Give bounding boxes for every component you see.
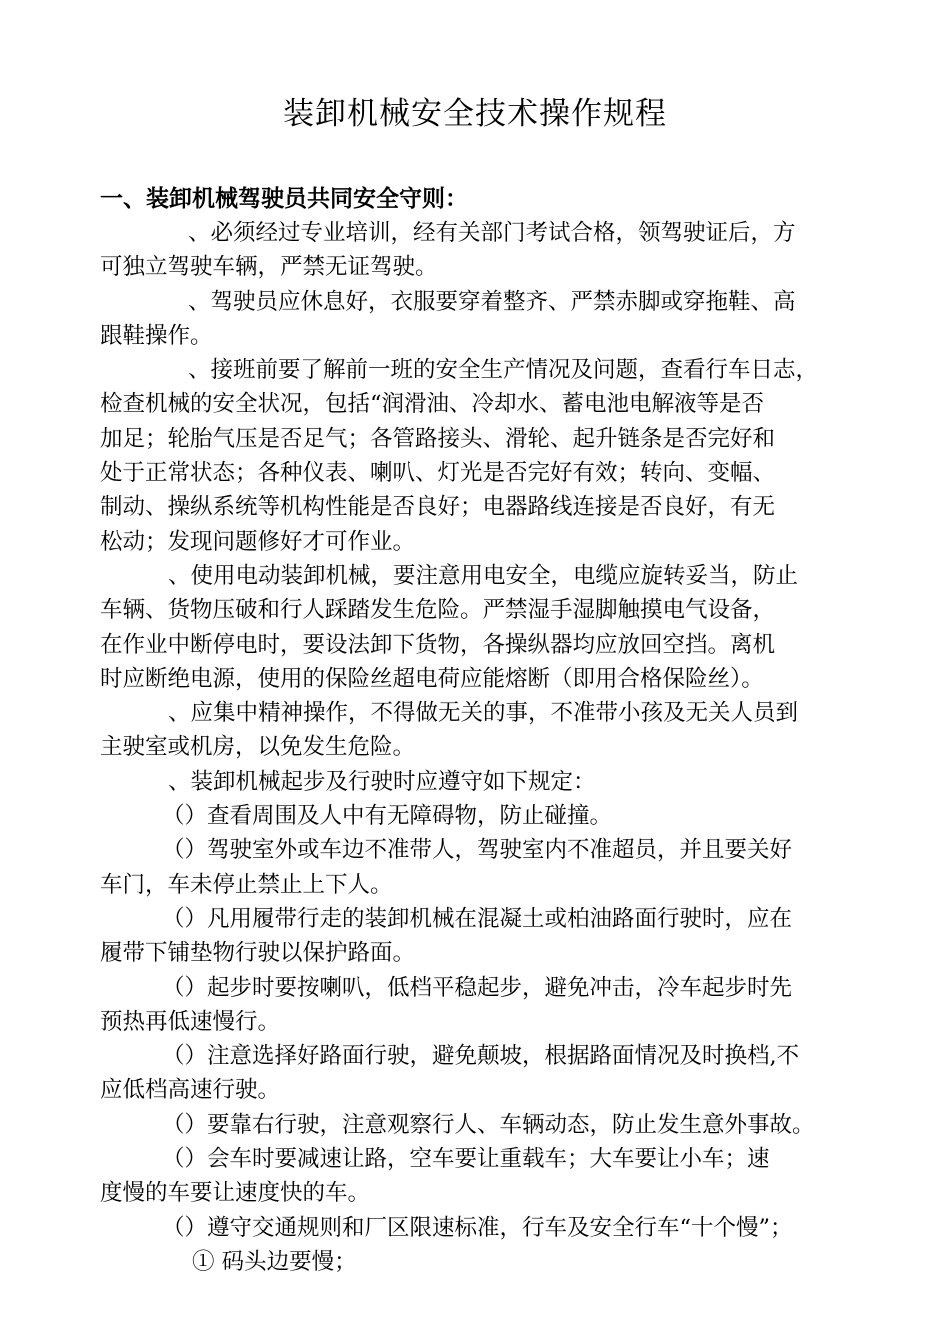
text-line: 预热再低速慢行。 <box>100 1008 281 1035</box>
text-line: 、必须经过专业培训，经有关部门考试合格，领驾驶证后，方 <box>188 220 796 246</box>
text-line: 在作业中断停电时，要设法卸下货物，各操纵器均应放回空挡。离机 <box>100 631 776 658</box>
text-line: （）会车时要减速让路，空车要让重载车；大车要让小车；速 <box>162 1146 770 1173</box>
text-line: 可独立驾驶车辆，严禁无证驾驶。 <box>100 254 438 281</box>
text-line: 应低档高速行驶。 <box>100 1077 281 1104</box>
text-line: 度慢的车要让速度快的车。 <box>100 1180 371 1207</box>
section-heading: 一、装卸机械驾驶员共同安全守则： <box>100 186 468 212</box>
document-body <box>100 216 855 1279</box>
text-line: （）凡用履带行走的装卸机械在混凝土或柏油路面行驶时，应在 <box>162 905 793 932</box>
text-line: （）遵守交通规则和厂区限速标准，行车及安全行车“十个慢”； <box>162 1214 793 1241</box>
text-line: 跟鞋操作。 <box>100 322 213 349</box>
text-line: 、接班前要了解前一班的安全生产情况及问题，查看行车日志， <box>188 357 819 384</box>
text-line: 、使用电动装卸机械，要注意用电安全，电缆应旋转妥当，防止 <box>168 562 799 589</box>
text-line: （）注意选择好路面行驶，避免颠坡，根据路面情况及时换档,不 <box>162 1043 800 1070</box>
text-line: （）驾驶室外或车边不准带人，驾驶室内不准超员，并且要关好 <box>162 837 793 864</box>
text-line: 主驶室或机房，以免发生危险。 <box>100 734 416 761</box>
text-line: 、应集中精神操作，不得做无关的事，不准带小孩及无关人员到 <box>168 700 799 727</box>
text-line: 检查机械的安全状况，包括“润滑油、冷却水、蓄电池电解液等是否 <box>100 391 765 418</box>
text-line: （）查看周围及人中有无障碍物，防止碰撞。 <box>162 803 613 830</box>
text-line: 松动；发现问题修好才可作业。 <box>100 528 416 555</box>
text-line: 加足；轮胎气压是否足气；各管路接头、滑轮、起升链条是否完好和 <box>100 425 776 452</box>
text-line: 制动、操纵系统等机构性能是否良好；电器路线连接是否良好，有无 <box>100 494 776 521</box>
text-line: （）起步时要按喇叭，低档平稳起步，避免冲击，冷车起步时先 <box>162 974 793 1001</box>
text-line: （）要靠右行驶，注意观察行人、车辆动态，防止发生意外事故。 <box>162 1111 815 1138</box>
document-title: 装卸机械安全技术操作规程 <box>283 96 667 132</box>
text-line: 、驾驶员应休息好，衣服要穿着整齐、严禁赤脚或穿拖鞋、高 <box>188 288 796 315</box>
text-line: 车门，车未停止禁止上下人。 <box>100 871 393 898</box>
text-line: 处于正常状态；各种仪表、喇叭、灯光是否完好有效；转向、变幅、 <box>100 460 776 487</box>
text-line: 履带下铺垫物行驶以保护路面。 <box>100 940 416 967</box>
text-line: 车辆、货物压破和行人踩踏发生危险。严禁湿手湿脚触摸电气设备， <box>100 597 776 624</box>
text-line: 时应断绝电源，使用的保险丝超电荷应能熔断（即用合格保险丝）。 <box>100 665 764 692</box>
text-line: ① 码头边要慢； <box>192 1248 357 1275</box>
text-line: 、装卸机械起步及行驶时应遵守如下规定： <box>168 768 596 795</box>
